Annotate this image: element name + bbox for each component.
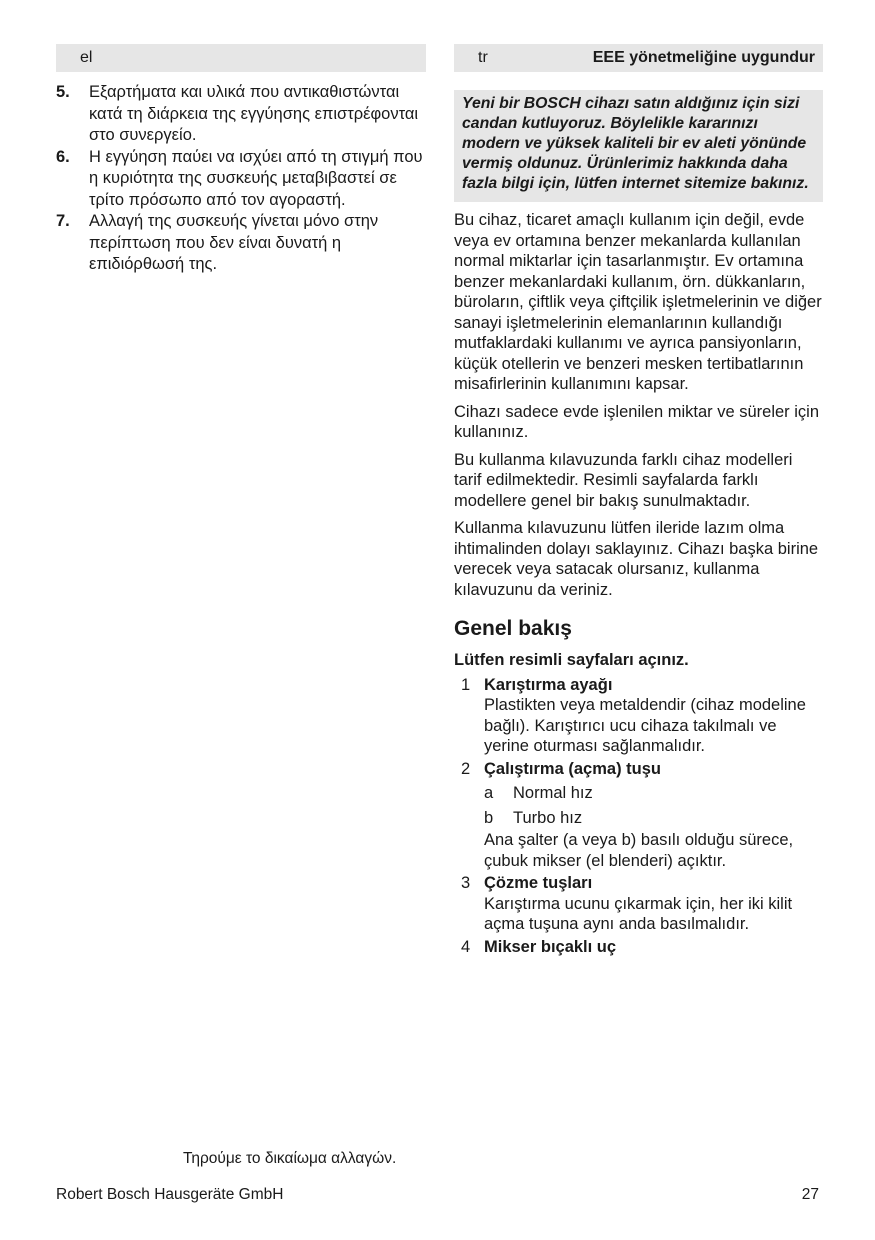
overview-number: 3 bbox=[461, 874, 471, 892]
speed-option-normal bbox=[484, 783, 823, 804]
overview-number: 4 bbox=[461, 937, 471, 956]
overview-item bbox=[454, 937, 823, 958]
list-number: 7. bbox=[56, 212, 70, 230]
list-item bbox=[56, 147, 426, 212]
list-text: Εξαρτήματα και υλικά που αντικαθιστώνται κατά τη διάρκεια της εγγύησης επιστρέφονται στο συνεργείο. bbox=[89, 83, 419, 144]
overview-label: Çalıştırma (açma) tuşu bbox=[484, 759, 661, 778]
list-number: 6. bbox=[56, 147, 70, 166]
overview-label: Mikser bıçaklı uç bbox=[484, 937, 617, 956]
list-text: Αλλαγή της συσκευής γίνεται μόνο στην περίπτωση που δεν είναι δυνατή η επιδιόρθωσή της. bbox=[89, 212, 379, 273]
overview-item bbox=[454, 759, 823, 872]
overview-description: Karıştırma ucunu çıkarmak için, her iki kilit açma tuşuna aynı anda basılmalıdır. bbox=[484, 894, 793, 933]
option-text: Turbo hız bbox=[513, 808, 583, 827]
option-letter: b bbox=[484, 808, 494, 827]
page-number: 27 bbox=[801, 1186, 819, 1203]
section-title: Genel bakış bbox=[454, 617, 572, 640]
overview-list bbox=[454, 675, 823, 958]
section-subtitle: Lütfen resimli sayfaları açınız. bbox=[454, 651, 689, 669]
overview-number: 2 bbox=[461, 759, 471, 778]
option-text: Normal hız bbox=[513, 784, 593, 802]
language-code: tr bbox=[478, 49, 488, 66]
language-header-tr bbox=[454, 44, 823, 72]
body-paragraph: Bu kullanma kılavuzunda farklı cihaz modelleri tarif edilmektedir. Resimli sayfalarda farklı modellere genel bir bakış sunulmaktadır. bbox=[454, 450, 793, 510]
header-title: EEE yönetmeliğine uygundur bbox=[592, 49, 815, 66]
option-letter: a bbox=[484, 784, 494, 802]
greek-column bbox=[56, 44, 426, 276]
overview-description: Plastikten veya metaldendir (cihaz modeline bağlı). Karıştırıcı ucu cihaza takılmalı ve yerine oturması sağlanmalıdır. bbox=[484, 696, 806, 755]
overview-item bbox=[454, 873, 823, 935]
body-paragraph: Cihazı sadece evde işlenilen miktar ve süreler için kullanınız. bbox=[454, 402, 819, 441]
overview-item bbox=[454, 675, 823, 757]
company-name: Robert Bosch Hausgeräte GmbH bbox=[56, 1186, 284, 1203]
turkish-column bbox=[454, 44, 823, 957]
body-paragraph: Kullanma kılavuzunu lütfen ileride lazım olma ihtimalinden dolayı saklayınız. Cihazı başka birine verecek veya satacak olursanız, kullanma kılavuzunu da veriniz. bbox=[454, 519, 819, 599]
list-item bbox=[56, 211, 426, 276]
warranty-terms-list bbox=[56, 82, 426, 276]
list-item bbox=[56, 82, 426, 147]
intro-box: Yeni bir BOSCH cihazı satın aldığınız için sizi candan kutluyoruz. Böylelikle kararınızı modern ve yüksek kaliteli bir ev aleti yönünde vermiş oldunuz. Ürünlerimiz hakkında daha fazla bilgi için, lütfen internet sitemize bakınız. bbox=[454, 90, 823, 202]
speed-option-turbo bbox=[484, 808, 823, 829]
body-paragraph: Bu cihaz, ticaret amaçlı kullanım için değil, evde veya ev ortamına benzer mekanlarda kullanılan normal miktarlar için tasarlanmıştır. Ev ortamına benzer mekanlardaki kullanım, örn. dükkanların, büroların, çiftlik veya çiftçilik işletmelerinin ve diğer sanayi işletmelerinin elemanlarının kullandığı mutfaklardaki kullanımı ve ayrıca pansiyonların, küçük otellerin ve benzeri mesken tertibatlarının misafirlerinin kullanımını kapsar. bbox=[454, 211, 822, 393]
list-text: Η εγγύηση παύει να ισχύει από τη στιγμή που η κυριότητα της συσκευής μεταβιβαστεί σε τρίτο πρόσωπο από τον αγοραστή. bbox=[89, 147, 423, 209]
language-header-el bbox=[56, 44, 426, 72]
overview-label: Karıştırma ayağı bbox=[484, 675, 613, 694]
overview-number: 1 bbox=[461, 675, 471, 694]
list-number: 5. bbox=[56, 83, 70, 101]
language-code: el bbox=[80, 49, 93, 66]
overview-label: Çözme tuşları bbox=[484, 874, 593, 892]
rights-reserved-note: Τηρούμε το δικαίωμα αλλαγών. bbox=[183, 1150, 397, 1167]
overview-description: Ana şalter (a veya b) basılı olduğu sürece, çubuk mikser (el blenderi) açıktır. bbox=[484, 831, 794, 870]
